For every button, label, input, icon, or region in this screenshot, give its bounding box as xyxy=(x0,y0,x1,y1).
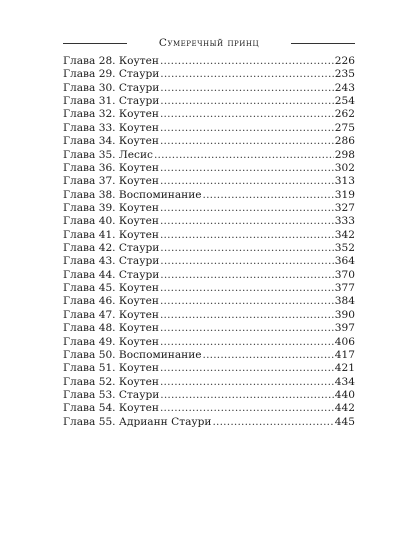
toc-entry-page-number: 226 xyxy=(334,55,355,67)
toc-entry xyxy=(63,95,355,108)
toc-entry xyxy=(63,402,355,415)
toc-entry-title: Глава 43. Стаури xyxy=(63,255,160,268)
toc-entry xyxy=(63,295,355,308)
toc-entry-title: Глава 40. Коутен xyxy=(63,215,159,228)
toc-entry xyxy=(63,269,355,282)
toc-entry-page-number: 302 xyxy=(334,161,355,174)
toc-leader-dots xyxy=(160,229,334,242)
toc-entry-title: Глава 39. Коутен xyxy=(63,201,159,214)
toc-entry-title: Глава 30. Стаури xyxy=(63,81,160,94)
toc-leader-dots xyxy=(160,322,334,335)
toc-entry-page-number: 342 xyxy=(334,228,355,241)
toc-entry xyxy=(63,416,355,429)
toc-entry-title: Глава 31. Стаури xyxy=(63,95,160,108)
toc-entry xyxy=(63,149,355,162)
toc-entry xyxy=(63,122,355,135)
toc-entry-title: Глава 41. Коутен xyxy=(63,228,159,241)
toc-entry-page-number: 384 xyxy=(334,295,355,308)
toc-leader-dots xyxy=(160,255,333,268)
toc-entry-page-number: 298 xyxy=(334,148,355,161)
toc-leader-dots xyxy=(160,309,334,322)
toc-leader-dots xyxy=(154,149,334,162)
toc-entry-title: Глава 45. Коутен xyxy=(63,282,159,295)
toc-leader-dots xyxy=(160,336,334,349)
toc-entry xyxy=(63,389,355,402)
toc-entry xyxy=(63,202,355,215)
toc-leader-dots xyxy=(160,95,333,108)
toc-entry-title: Глава 34. Коутен xyxy=(63,135,159,148)
toc-entry-page-number: 390 xyxy=(334,308,355,321)
toc-entry-page-number: 397 xyxy=(334,322,355,335)
toc-entry xyxy=(63,349,355,362)
toc-entry xyxy=(63,189,355,202)
toc-entry-page-number: 254 xyxy=(334,95,355,108)
toc-entry xyxy=(63,309,355,322)
toc-entry-title: Глава 50. Воспоминание xyxy=(63,348,202,361)
toc-entry xyxy=(63,68,355,81)
toc-leader-dots xyxy=(212,416,333,429)
toc-entry-page-number: 417 xyxy=(334,348,355,361)
toc-entry-page-number: 434 xyxy=(334,375,355,388)
toc-entry-page-number: 377 xyxy=(334,282,355,295)
toc-entry-title: Глава 54. Коутен xyxy=(63,402,159,415)
toc-leader-dots xyxy=(160,402,334,415)
toc-leader-dots xyxy=(160,135,334,148)
toc-entry xyxy=(63,108,355,121)
toc-leader-dots xyxy=(203,349,334,362)
toc-entry xyxy=(63,336,355,349)
toc-entry xyxy=(63,362,355,375)
toc-entry xyxy=(63,55,355,68)
toc-entry-page-number: 313 xyxy=(334,175,355,188)
toc-entry-title: Глава 53. Стаури xyxy=(63,388,160,401)
toc-leader-dots xyxy=(160,122,334,135)
toc-leader-dots xyxy=(160,242,333,255)
toc-leader-dots xyxy=(160,162,334,175)
toc-entry-title: Глава 52. Коутен xyxy=(63,375,159,388)
toc-entry xyxy=(63,135,355,148)
toc-entry-title: Глава 37. Коутен xyxy=(63,175,159,188)
toc-entry xyxy=(63,229,355,242)
toc-entry-title: Глава 51. Коутен xyxy=(63,362,159,375)
table-of-contents xyxy=(63,55,355,429)
toc-entry-title: Глава 28. Коутен xyxy=(63,55,159,67)
toc-entry-page-number: 370 xyxy=(334,268,355,281)
toc-leader-dots xyxy=(160,202,334,215)
toc-entry xyxy=(63,282,355,295)
toc-entry-page-number: 364 xyxy=(334,255,355,268)
toc-entry-title: Глава 42. Стаури xyxy=(63,242,160,255)
toc-leader-dots xyxy=(160,68,333,81)
toc-leader-dots xyxy=(160,282,334,295)
running-title: Сумеречный принц xyxy=(158,37,260,49)
header-rule-right xyxy=(291,43,355,44)
toc-entry-page-number: 333 xyxy=(334,215,355,228)
toc-leader-dots xyxy=(160,376,334,389)
toc-entry-page-number: 319 xyxy=(334,188,355,201)
toc-leader-dots xyxy=(160,108,334,121)
toc-entry-page-number: 327 xyxy=(334,201,355,214)
toc-entry-page-number: 440 xyxy=(334,388,355,401)
toc-entry-title: Глава 46. Коутен xyxy=(63,295,159,308)
toc-entry xyxy=(63,215,355,228)
toc-entry xyxy=(63,376,355,389)
toc-entry-page-number: 352 xyxy=(334,242,355,255)
toc-leader-dots xyxy=(160,269,333,282)
toc-leader-dots xyxy=(203,189,334,202)
toc-entry-title: Глава 55. Адрианн Стаури xyxy=(63,415,212,428)
toc-entry-page-number: 421 xyxy=(334,362,355,375)
toc-entry-title: Глава 38. Воспоминание xyxy=(63,188,202,201)
toc-entry-title: Глава 33. Коутен xyxy=(63,121,159,134)
toc-leader-dots xyxy=(160,362,334,375)
toc-entry-page-number: 275 xyxy=(334,121,355,134)
toc-entry xyxy=(63,82,355,95)
toc-entry-title: Глава 48. Коутен xyxy=(63,322,159,335)
toc-entry-title: Глава 44. Стаури xyxy=(63,268,160,281)
toc-leader-dots xyxy=(160,295,334,308)
toc-leader-dots xyxy=(160,82,333,95)
toc-entry xyxy=(63,255,355,268)
toc-entry xyxy=(63,322,355,335)
toc-entry xyxy=(63,242,355,255)
toc-entry-title: Глава 32. Коутен xyxy=(63,108,159,121)
toc-entry-title: Глава 49. Коутен xyxy=(63,335,159,348)
running-header xyxy=(63,36,355,50)
toc-leader-dots xyxy=(160,175,334,188)
toc-entry-title: Глава 47. Коутен xyxy=(63,308,159,321)
toc-entry-title: Глава 35. Лесис xyxy=(63,148,153,161)
toc-entry xyxy=(63,175,355,188)
toc-entry-page-number: 235 xyxy=(334,68,355,81)
toc-entry-title: Глава 36. Коутен xyxy=(63,161,159,174)
toc-entry-page-number: 286 xyxy=(334,135,355,148)
toc-entry xyxy=(63,162,355,175)
toc-entry-page-number: 445 xyxy=(334,415,355,428)
toc-leader-dots xyxy=(160,215,334,228)
toc-leader-dots xyxy=(160,55,334,68)
toc-leader-dots xyxy=(160,389,333,402)
toc-entry-page-number: 406 xyxy=(334,335,355,348)
toc-entry-page-number: 262 xyxy=(334,108,355,121)
toc-entry-title: Глава 29. Стаури xyxy=(63,68,160,81)
toc-entry-page-number: 442 xyxy=(334,402,355,415)
toc-entry-page-number: 243 xyxy=(334,81,355,94)
